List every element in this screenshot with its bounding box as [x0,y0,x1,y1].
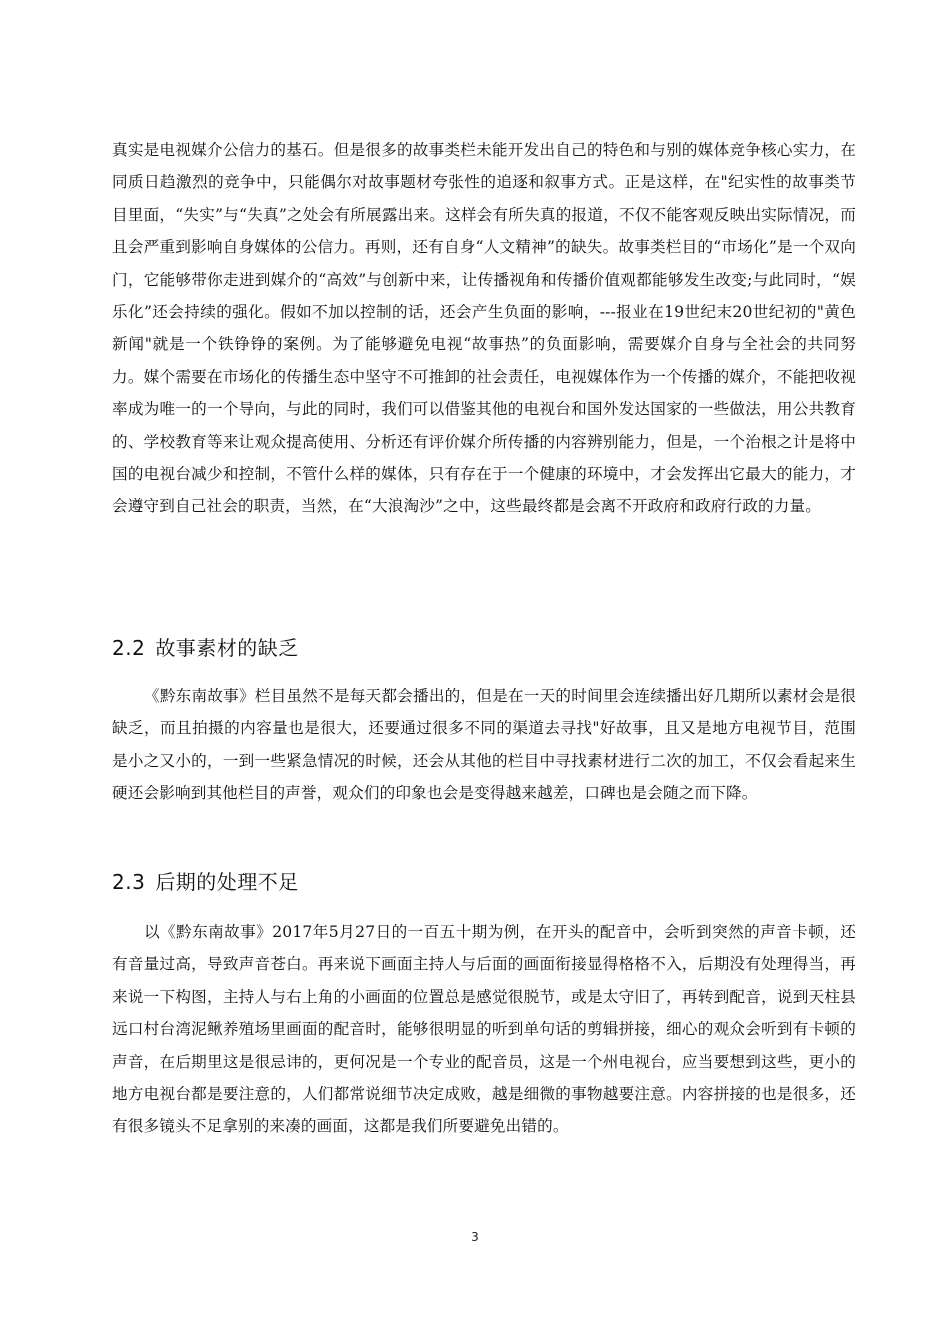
body-paragraph: 以《黔东南故事》2017年5月27日的一百五十期为例，在开头的配音中，会听到突然的声音卡顿，还有音量过高，导致声音苍白。再来说下画面主持人与后面的画面衔接显得格格不入，后期没有处理得当，再来说一下构图，主持人与右上角的小画面的位置总是感觉很脱节，或是太守旧了，再转到配音，说到天柱县远口村台湾泥鳅养殖场里画面的配音时，能够很明显的听到单句话的剪辑拼接，细心的观众会听到有卡顿的声音，在后期里这是很忌讳的，更何况是一个专业的配音员，这是一个州电视台，应当要想到这些，更小的地方电视台都是要注意的，人们都常说细节决定成败，越是细微的事物越要注意。内容拼接的也是很多，还有很多镜头不足拿别的来凑的画面，这都是我们所要避免出错的。 [112,923,856,1136]
body-paragraph: 《黔东南故事》栏目虽然不是每天都会播出的，但是在一天的时间里会连续播出好几期所以素材会是很缺乏，而且拍摄的内容量也是很大，还要通过很多不同的渠道去寻找"好故事，且又是地方电视节目，范围是小之又小的，一到一些紧急情况的时候，还会从其他的栏目中寻找素材进行二次的加工，不仅会看起来生硬还会影响到其他栏目的声誉，观众们的印象也会是变得越来越差，口碑也是会随之而下降。 [112,687,856,803]
section-number: 2.2 [112,636,146,660]
section-heading [112,622,856,674]
section-heading [112,856,856,908]
body-paragraph: 真实是电视媒介公信力的基石。但是很多的故事类栏未能开发出自己的特色和与别的媒体竞争核心实力，在同质日趋激烈的竞争中，只能偶尔对故事题材夸张性的追逐和叙事方式。正是这样，在"纪实性的故事类节目里面，“失实”与“失真”之处会有所展露出来。这样会有所失真的报道，不仅不能客观反映出实际情况，而且会严重到影响自身媒体的公信力。再则，还有自身“人文精神”的缺失。故事类栏目的“市场化”是一个双向门，它能够带你走进到媒介的“高效”与创新中来，让传播视角和传播价值观都能够发生改变;与此同时，“娱乐化”还会持续的强化。假如不加以控制的话，还会产生负面的影响，---报业在19世纪末20世纪初的"黄色新闻"就是一个铁铮铮的案例。为了能够避免电视“故事热”的负面影响，需要媒介自身与全社会的共同努力。媒个需要在市场化的传播生态中坚守不可推卸的社会责任，电视媒体作为一个传播的媒介，不能把收视率成为唯一的一个导向，与此的同时，我们可以借鉴其他的电视台和国外发达国家的一些做法，用公共教育的、学校教育等来让观众提高使用、分析还有评价媒介所传播的内容辨别能力，但是，一个治根之计是将中国的电视台减少和控制，不管什么样的媒体，只有存在于一个健康的环境中，才会发挥出它最大的能力，才会遵守到自己社会的职责，当然，在“大浪淘沙”之中，这些最终都是会离不开政府和政府行政的力量。 [112,141,856,516]
section-number: 2.3 [112,870,146,894]
page-body [112,134,856,1143]
section-title: 故事素材的缺乏 [155,636,299,660]
page-number: 3 [471,1230,479,1244]
section-title: 后期的处理不足 [155,870,299,894]
